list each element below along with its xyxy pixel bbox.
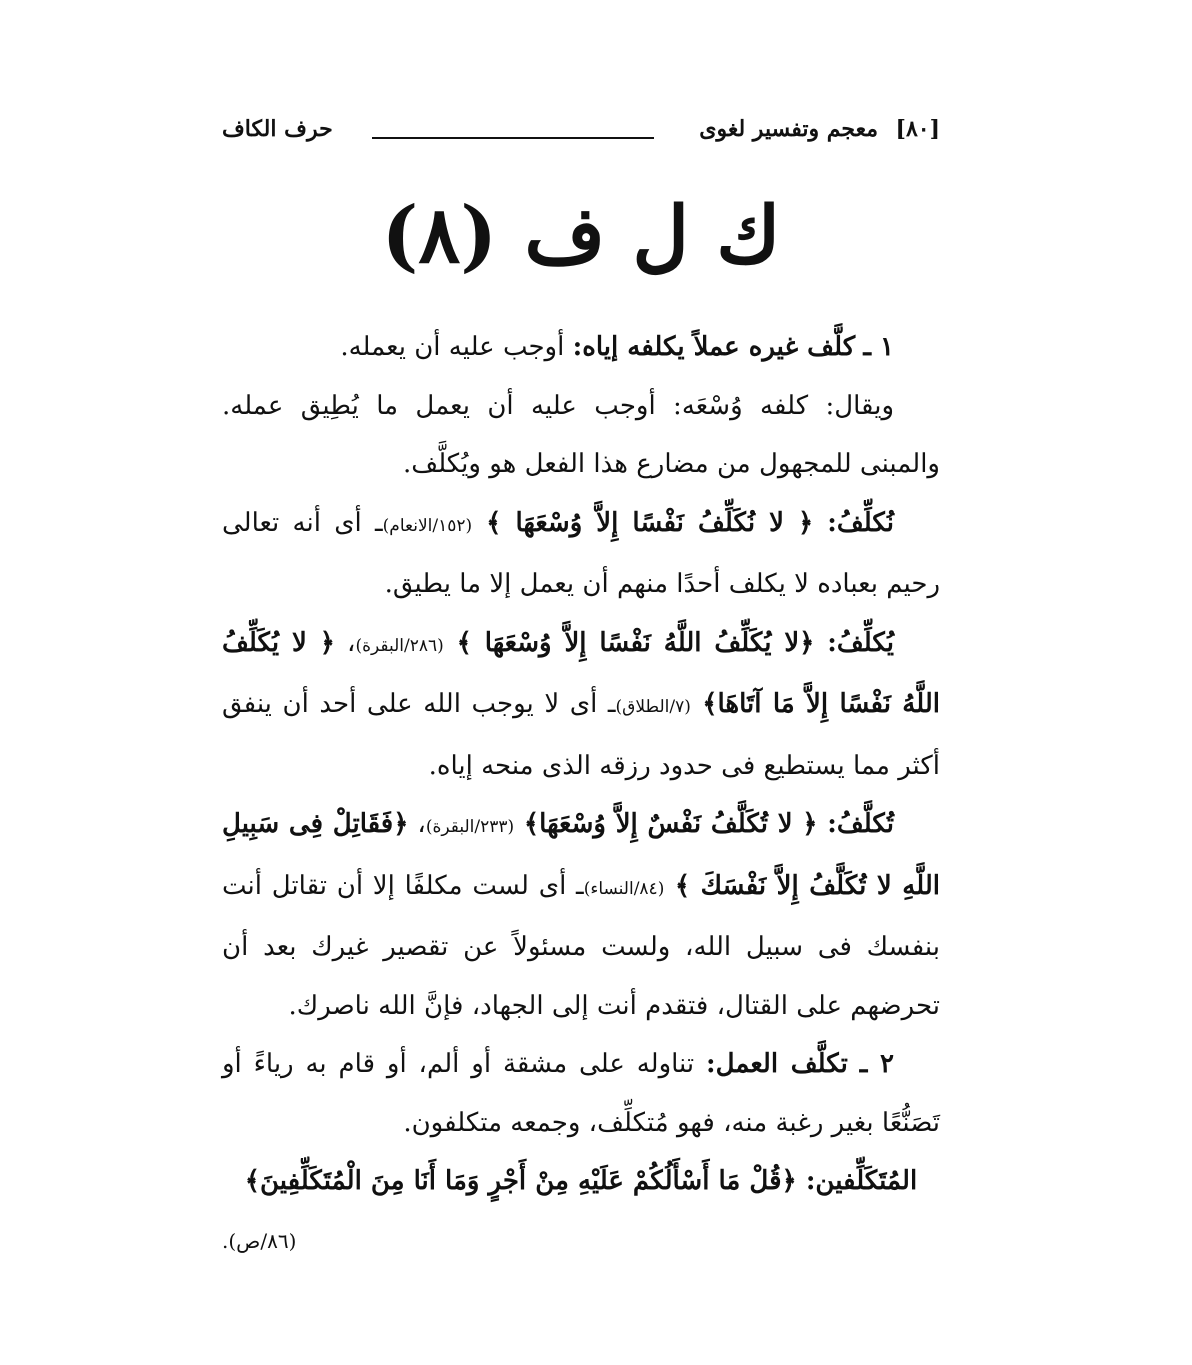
headword: نُكلِّفُ: xyxy=(827,507,894,538)
paragraph-6 xyxy=(222,1035,940,1152)
entry-body xyxy=(222,318,940,1270)
page-number: [٨٠] xyxy=(895,116,940,142)
paragraph-4 xyxy=(222,614,940,796)
paragraph-5 xyxy=(222,795,940,1035)
headword: المُتَكَلِّفين: xyxy=(805,1166,918,1196)
verse-reference: (١٥٢/الانعام) xyxy=(382,515,473,536)
quran-quote: ﴿لا يُكَلِّفُ اللَّهُ نَفْسًا إِلاَّ وُسْعَهَا ﴾ xyxy=(443,627,828,658)
paragraph-1 xyxy=(222,318,940,377)
quran-quote: ﴿فَقَاتِلْ فِى سَبِيلِ اللَّهِ لا تُكَلَّفُ إِلاَّ نَفْسَكَ ﴾ xyxy=(222,809,940,901)
quran-quote: ﴿ لا تُكَلَّفُ نَفْسٌ إِلاَّ وُسْعَهَا﴾ xyxy=(514,809,828,839)
separator: ، xyxy=(408,809,426,839)
paragraph-3 xyxy=(222,494,940,614)
verse-reference: (٢٨٦/البقرة) xyxy=(355,635,444,656)
quran-quote: ﴿قُلْ مَا أَسْأَلُكُمْ عَلَيْهِ مِنْ أَجْرٍ وَمَا أَنَا مِنَ الْمُتَكَلِّفِينَ﴾ xyxy=(244,1166,806,1196)
book-title: معجم وتفسير لغوى xyxy=(699,116,878,142)
definition-text: ـ أى أنه تعالى رحيم بعباده لا يكلف أحدًا منهم أن يعمل إلا ما يطيق. xyxy=(222,507,940,599)
definition-text: ـ أى لست مكلفًا إلا أن تقاتل أنت بنفسك فى سبيل الله، ولست مسئولاً عن تقصير غيرك بعد أن تحرضهم على القتال، فتقدم أنت إلى الجهاد، فإنَّ الله ناصرك. xyxy=(222,870,940,1021)
entry-title: ك ل ف (٨) xyxy=(381,190,781,281)
headword: تُكلَّفُ: xyxy=(827,809,894,839)
paragraph-7 xyxy=(222,1152,940,1211)
quran-quote: ﴿ لا نُكَلِّفُ نَفْسًا إِلاَّ وُسْعَهَا ﴾ xyxy=(472,507,828,538)
verse-reference: (٧/الطلاق) xyxy=(615,697,691,717)
headword: تكلَّف العمل: xyxy=(706,1049,848,1079)
headword: كلَّف غيره عملاً يكلفه إياه: xyxy=(572,332,856,362)
definition-text: تناوله على مشقة أو ألم، أو قام به رياءً أو تَصَنُّعًا بغير رغبة منه، فهو مُتكلِّف، وجمعه متكلفون. xyxy=(222,1049,940,1138)
running-header xyxy=(222,112,940,152)
definition-text: ويقال: كلفه وُسْعَه: أوجب عليه أن يعمل ما يُطِيق عمله. والمبنى للمجهول من مضارع هذا الفعل هو ويُكلَّف. xyxy=(222,390,940,479)
definition-text: ـ أى لا يوجب الله على أحد أن ينفق أكثر مما يستطيع فى حدود رزقه الذى منحه إياه. xyxy=(222,689,940,781)
paragraph-2 xyxy=(222,377,940,494)
header-rule xyxy=(372,137,654,139)
definition-text: أوجب عليه أن يعمله. xyxy=(340,332,573,362)
verse-reference: (٨٦/ص). xyxy=(222,1228,297,1253)
section-title: حرف الكاف xyxy=(222,116,333,142)
item-number: ٢ ـ xyxy=(859,1049,894,1079)
item-number: ١ ـ xyxy=(863,332,894,362)
paragraph-7-reference xyxy=(222,1211,940,1271)
quran-quote: ﴿ لا يُكَلِّفُ اللَّهُ نَفْسًا إِلاَّ مَا آتَاهَا﴾ xyxy=(222,627,940,719)
verse-reference: (٨٤/النساء) xyxy=(583,878,665,899)
headword: يُكلِّفُ: xyxy=(827,627,895,658)
separator: ، xyxy=(334,627,356,658)
verse-reference: (٢٣٣/البقرة) xyxy=(425,817,515,837)
